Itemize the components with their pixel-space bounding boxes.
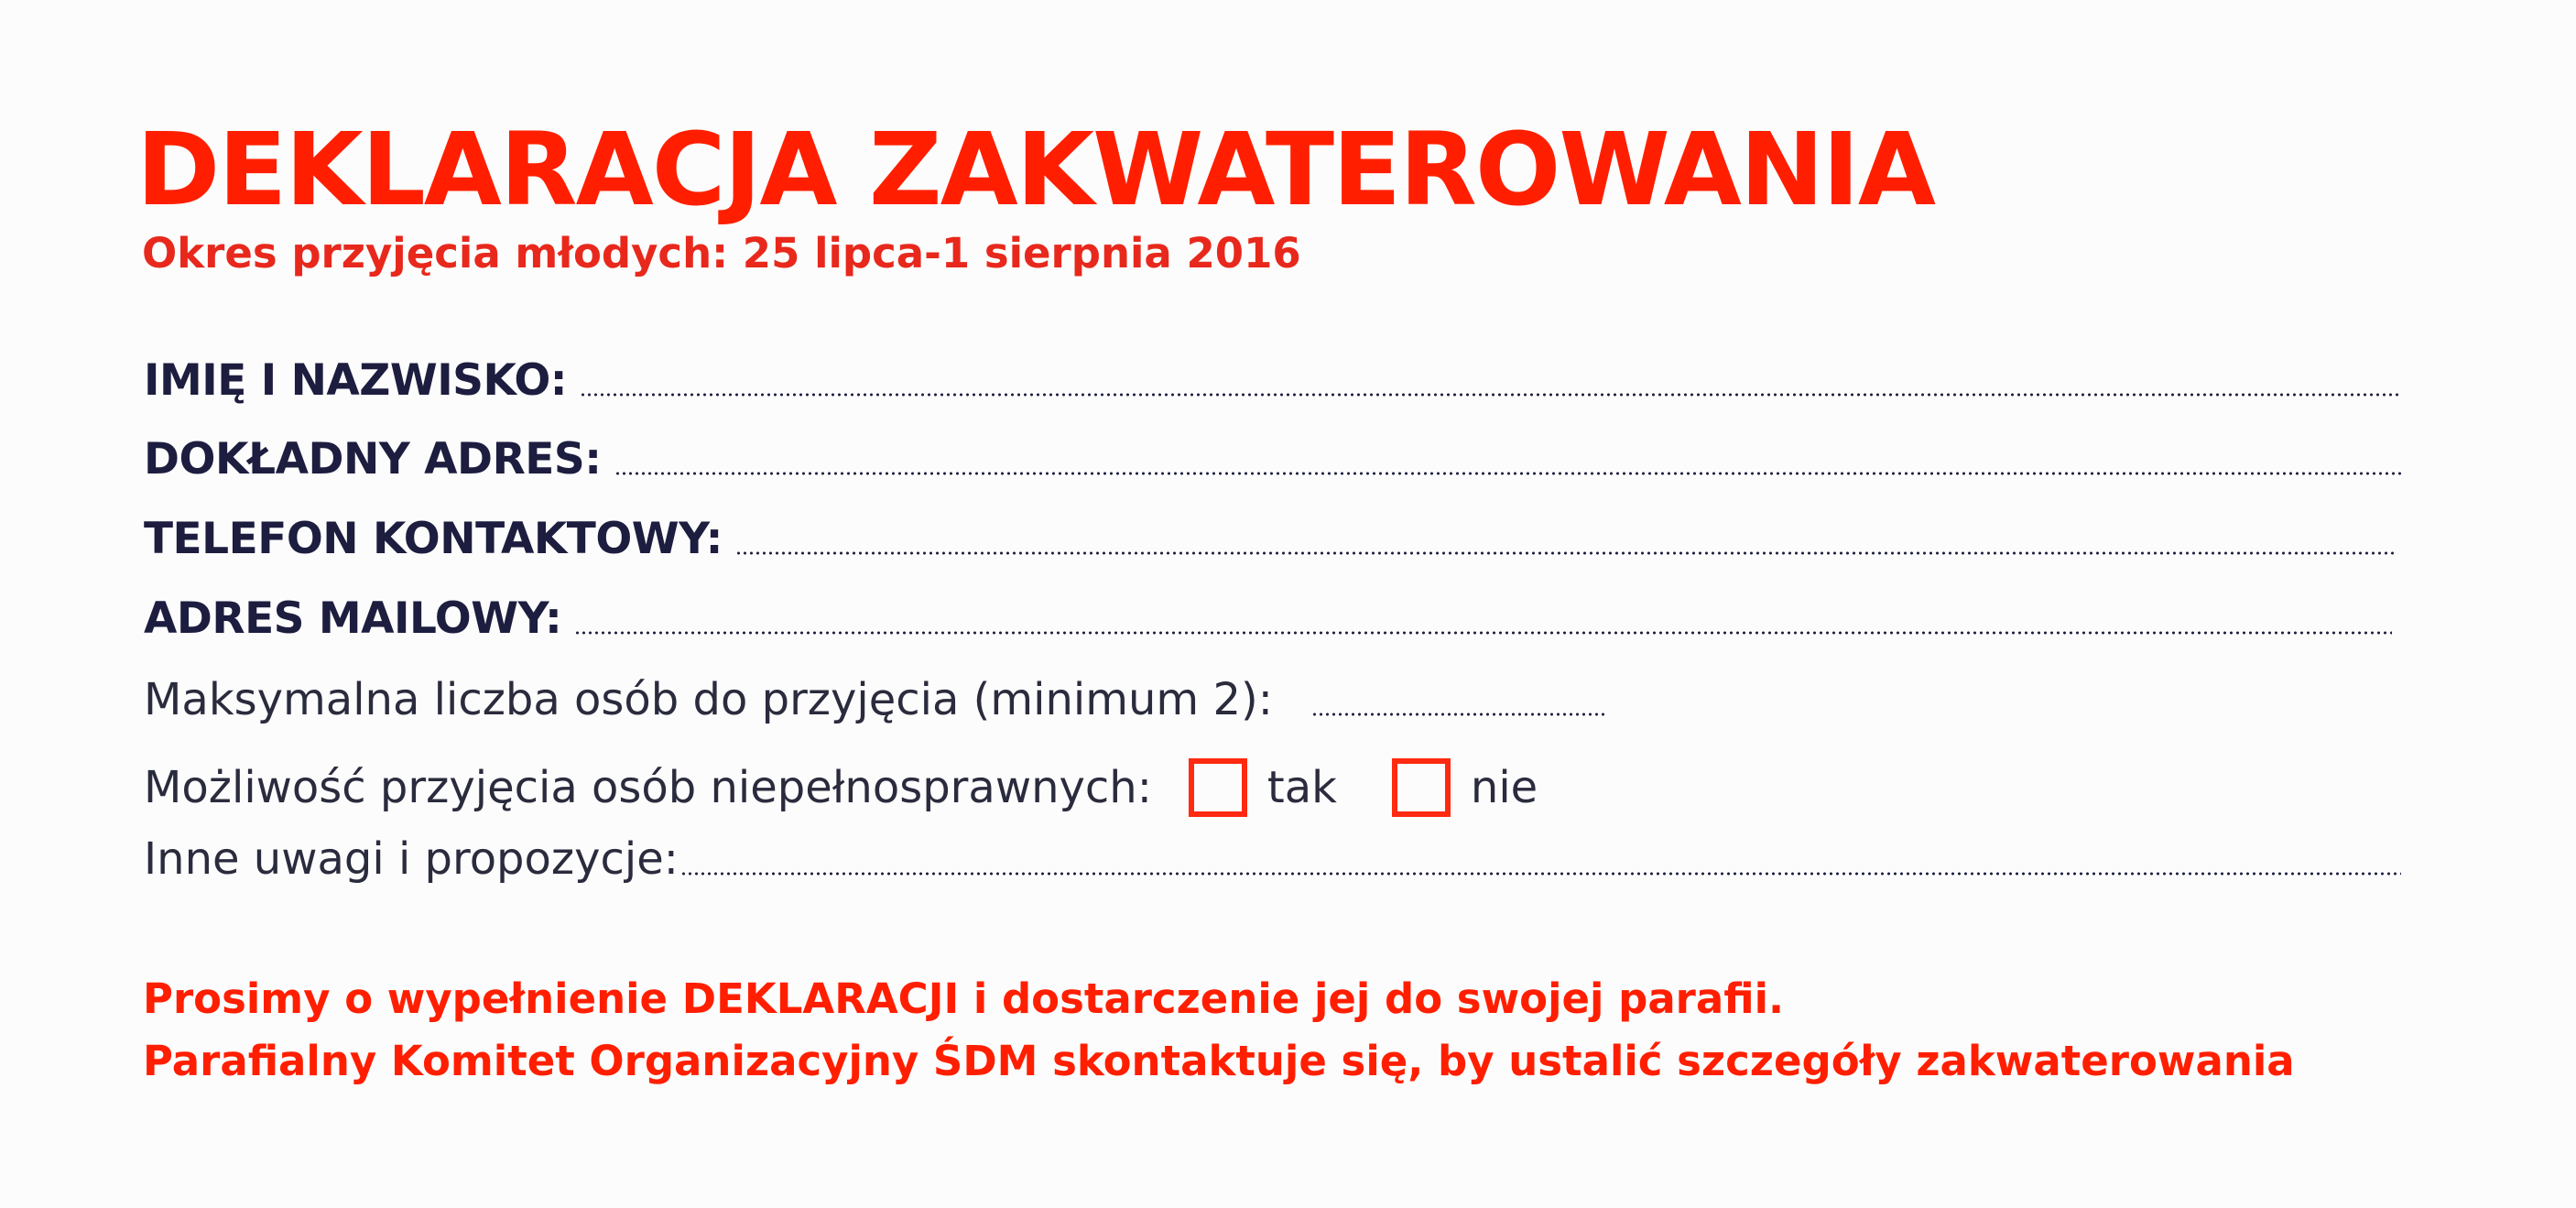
address-row: [144, 434, 2401, 484]
max-people-field[interactable]: [1311, 713, 1604, 716]
phone-label: TELEFON KONTAKTOWY:: [144, 514, 723, 564]
email-row: [144, 593, 2392, 644]
max-people-row: [144, 674, 1604, 725]
option-no-label: nie: [1470, 762, 1538, 813]
remarks-field[interactable]: [680, 872, 2401, 876]
address-field[interactable]: [614, 472, 2401, 475]
name-field[interactable]: [580, 393, 2401, 397]
name-label: IMIĘ I NAZWISKO:: [144, 355, 568, 406]
checkbox-no[interactable]: [1392, 758, 1451, 817]
footer-note-line1: Prosimy o wypełnienie DEKLARACJI i dostarczenie jej do swojej parafii.: [143, 974, 1785, 1023]
email-field[interactable]: [574, 631, 2392, 635]
phone-field[interactable]: [735, 551, 2397, 555]
remarks-label: Inne uwagi i propozycje:: [144, 833, 679, 885]
remarks-row: [144, 833, 2401, 885]
phone-row: [144, 514, 2397, 564]
form-subtitle: Okres przyjęcia młodych: 25 lipca-1 sierpnia 2016: [142, 229, 1301, 278]
disabled-label: Możliwość przyjęcia osób niepełnosprawnych:: [144, 762, 1152, 813]
address-label: DOKŁADNY ADRES:: [144, 434, 602, 484]
email-label: ADRES MAILOWY:: [144, 593, 562, 644]
name-row: [144, 355, 2401, 406]
max-people-label: Maksymalna liczba osób do przyjęcia (minimum 2):: [144, 674, 1273, 725]
option-yes-label: tak: [1266, 762, 1337, 813]
disabled-row: [144, 758, 1538, 813]
form-title: DEKLARACJA ZAKWATEROWANIA: [136, 111, 1934, 228]
footer-note-line2: Parafialny Komitet Organizacyjny ŚDM skontaktuje się, by ustalić szczegóły zakwaterowania: [143, 1037, 2295, 1085]
checkbox-yes[interactable]: [1189, 758, 1247, 817]
